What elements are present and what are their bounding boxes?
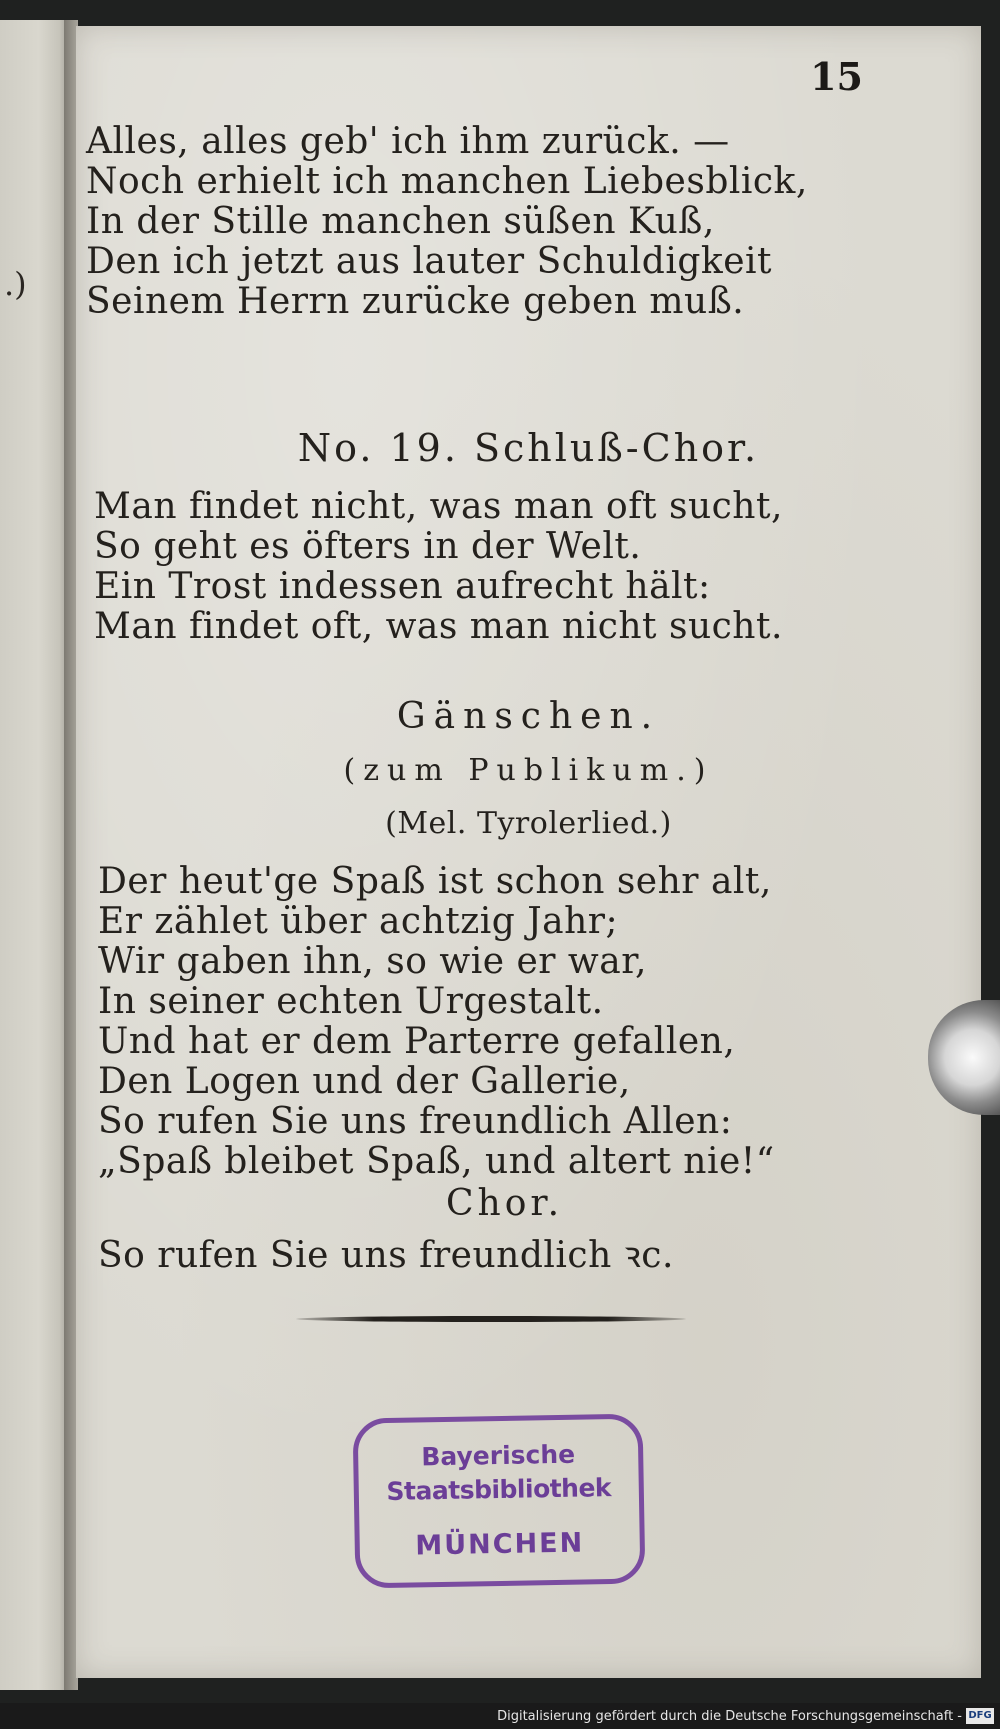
left-page-edge bbox=[0, 20, 70, 1690]
left-page-fragment: .) bbox=[4, 265, 27, 303]
stage-direction: (zum Publikum.) bbox=[343, 753, 714, 788]
footer-credit: Digitalisierung gefördert durch die Deutsche Forschungsgemeinschaft - bbox=[497, 1709, 962, 1724]
melody-note: (Mel. Tyrolerlied.) bbox=[385, 806, 672, 841]
verse-line: So rufen Sie uns freundlich Allen: bbox=[98, 1101, 733, 1142]
chorus-line: So rufen Sie uns freundlich ꝛc. bbox=[98, 1235, 674, 1276]
verse-line: So geht es öfters in der Welt. bbox=[94, 526, 642, 567]
verse-line: Er zählet über achtzig Jahr; bbox=[98, 901, 619, 942]
section-heading: No. 19. Schluß-Chor. bbox=[297, 426, 760, 470]
verse-line: Man findet oft, was man nicht sucht. bbox=[94, 606, 783, 647]
verse-line: Ein Trost indessen aufrecht hält: bbox=[94, 566, 711, 607]
dfg-logo-icon: DFG bbox=[966, 1708, 994, 1724]
verse-line: In seiner echten Urgestalt. bbox=[98, 981, 604, 1022]
footer-bar bbox=[0, 1703, 1000, 1729]
ornamental-rule bbox=[296, 1316, 686, 1322]
stamp-line-2: Staatsbibliothek bbox=[386, 1473, 612, 1506]
stamp-line-3: MÜNCHEN bbox=[415, 1527, 585, 1562]
verse-line: „Spaß bleibet Spaß, und altert nie!“ bbox=[98, 1141, 775, 1182]
verse-line: Alles, alles geb' ich ihm zurück. — bbox=[86, 121, 730, 162]
verse-line: Den ich jetzt aus lauter Schuldigkeit bbox=[86, 241, 772, 282]
book-page bbox=[76, 26, 981, 1678]
stamp-line-1: Bayerische bbox=[421, 1439, 576, 1472]
chorus-label: Chor. bbox=[446, 1183, 564, 1224]
verse-line: Der heut'ge Spaß ist schon sehr alt, bbox=[98, 861, 772, 902]
verse-line: Man findet nicht, was man oft sucht, bbox=[94, 486, 783, 527]
speaker-name: Gänschen. bbox=[396, 696, 661, 737]
verse-line: In der Stille manchen süßen Kuß, bbox=[86, 201, 715, 242]
verse-line: Noch erhielt ich manchen Liebesblick, bbox=[86, 161, 808, 202]
page-number: 15 bbox=[810, 54, 863, 99]
verse-line: Seinem Herrn zurücke geben muß. bbox=[86, 281, 745, 322]
verse-line: Wir gaben ihn, so wie er war, bbox=[98, 941, 647, 982]
library-stamp bbox=[353, 1413, 646, 1588]
verse-line: Und hat er dem Parterre gefallen, bbox=[98, 1021, 736, 1062]
verse-line: Den Logen und der Gallerie, bbox=[98, 1061, 631, 1102]
